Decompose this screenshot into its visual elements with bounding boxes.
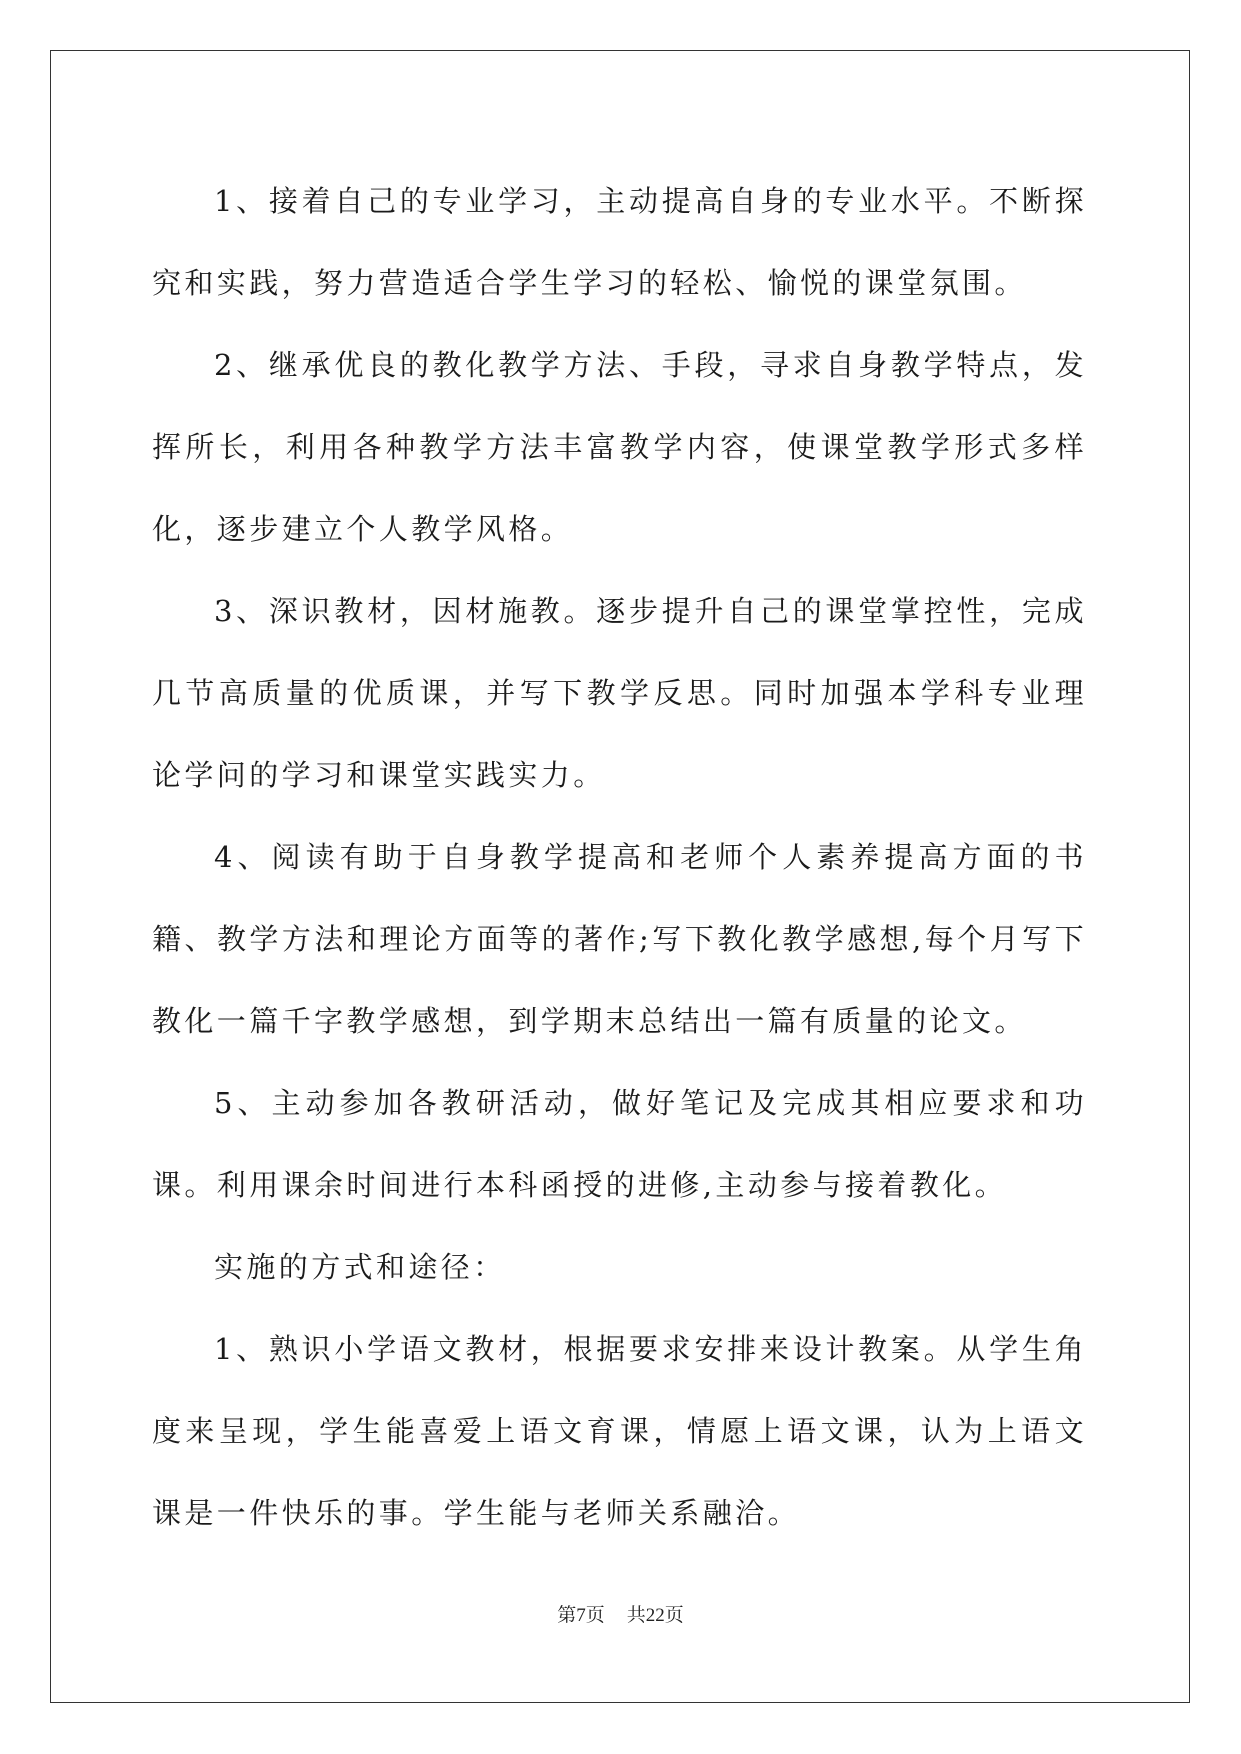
- document-body: [152, 160, 1087, 1554]
- page-total: 共22页: [626, 1605, 684, 1626]
- paragraph-1: 1、接着自己的专业学习，主动提高自身的专业水平。不断探究和实践，努力营造适合学生学习的轻松、愉悦的课堂氛围。: [152, 184, 1087, 300]
- section-heading-implementation: 实施的方式和途径：: [214, 1250, 506, 1284]
- paragraph-4: 4、阅读有助于自身教学提高和老师个人素养提高方面的书籍、教学方法和理论方面等的著作;写下教化教学感想,每个月写下教化一篇千字教学感想，到学期末总结出一篇有质量的论文。: [152, 840, 1087, 1038]
- paragraph-3: 3、深识教材，因材施教。逐步提升自己的课堂掌控性，完成几节高质量的优质课，并写下教学反思。同时加强本学科专业理论学问的学习和课堂实践实力。: [152, 594, 1087, 792]
- page-footer: [0, 1600, 1241, 1627]
- page-number: 第7页: [557, 1605, 605, 1626]
- paragraph-5: 5、主动参加各教研活动，做好笔记及完成其相应要求和功课。利用课余时间进行本科函授的进修,主动参与接着教化。: [152, 1086, 1087, 1202]
- paragraph-2: 2、继承优良的教化教学方法、手段，寻求自身教学特点，发挥所长，利用各种教学方法丰富教学内容，使课堂教学形式多样化，逐步建立个人教学风格。: [152, 348, 1087, 546]
- paragraph-6: 1、熟识小学语文教材，根据要求安排来设计教案。从学生角度来呈现，学生能喜爱上语文育课，情愿上语文课，认为上语文课是一件快乐的事。学生能与老师关系融洽。: [152, 1332, 1087, 1530]
